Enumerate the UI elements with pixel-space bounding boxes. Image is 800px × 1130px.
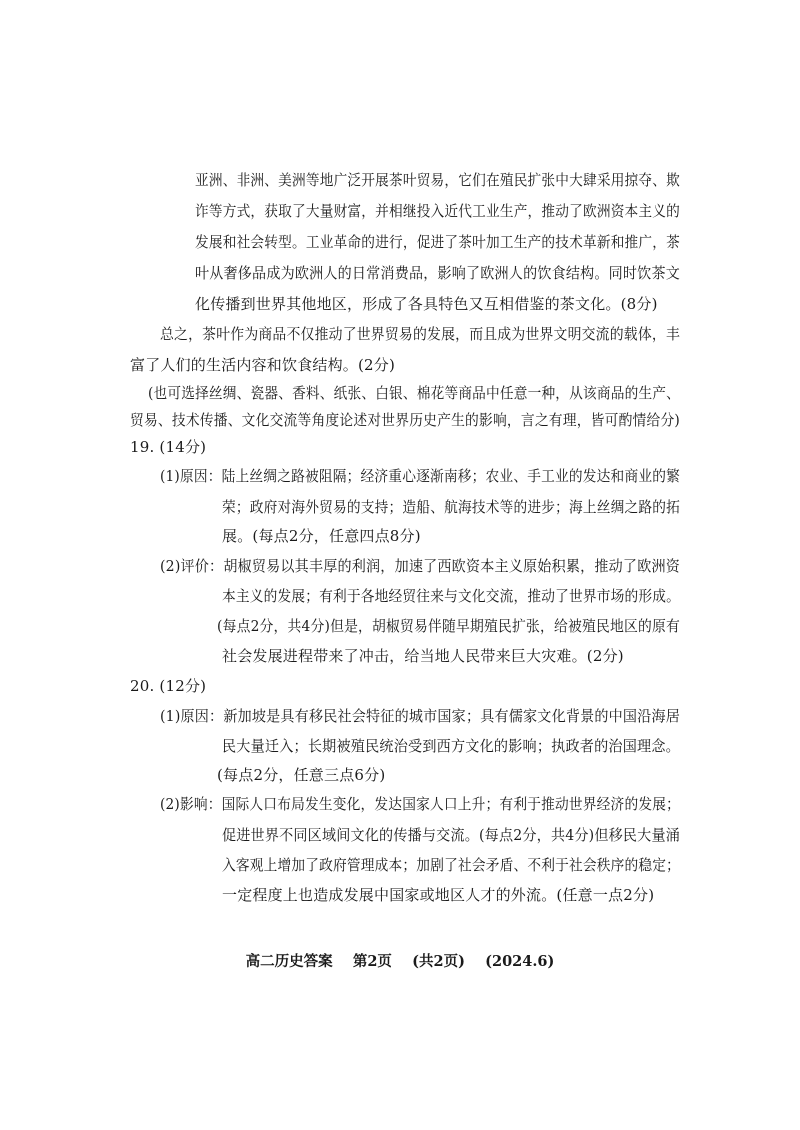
question-header: 19. (14分): [130, 438, 207, 456]
text-line: 民大量迁入；长期被殖民统治受到西方文化的影响；执政者的治国理念。: [222, 737, 681, 755]
text-line: 入客观上增加了政府管理成本；加剧了社会矛盾、不利于社会秩序的稳定；: [222, 856, 681, 874]
text-line: (每点2分，共4分)但是，胡椒贸易伴随早期殖民扩张，给被殖民地区的原有: [217, 617, 680, 635]
text-line: 发展和社会转型。工业革命的进行，促进了茶叶加工生产的技术革新和推广，茶: [195, 233, 680, 251]
text-line: 富了人们的生活内容和饮食结构。(2分): [130, 356, 396, 374]
text-line: (2)评价：胡椒贸易以其丰厚的利润，加速了西欧资本主义原始积累，推动了欧洲资: [160, 557, 681, 575]
page-footer: 高二历史答案 第2页 (共2页) (2024.6): [245, 953, 555, 970]
text-line: 亚洲、非洲、美洲等地广泛开展茶叶贸易，它们在殖民扩张中大肆采用掠夺、欺: [195, 171, 680, 189]
text-line: 叶从奢侈品成为欧洲人的日常消费品，影响了欧洲人的饮食结构。同时饮茶文: [195, 264, 680, 282]
text-line: (2)影响：国际人口布局发生变化，发达国家人口上升；有利于推动世界经济的发展；: [160, 795, 681, 813]
question-header: 20. (12分): [130, 677, 207, 695]
text-line: 荣；政府对海外贸易的支持；造船、航海技术等的进步；海上丝绸之路的拓: [222, 498, 681, 516]
text-line: 社会发展进程带来了冲击，给当地人民带来巨大灾难。(2分): [222, 647, 624, 665]
text-line: 贸易、技术传播、文化交流等角度论述对世界历史产生的影响，言之有理，皆可酌情给分): [130, 411, 680, 429]
text-line: 展。(每点2分，任意四点8分): [222, 527, 421, 545]
text-line: 总之，茶叶作为商品不仅推动了世界贸易的发展，而且成为世界文明交流的载体，丰: [160, 325, 681, 343]
text-line: (1)原因：陆上丝绸之路被阻隔；经济重心逐渐南移；农业、手工业的发达和商业的繁: [160, 467, 681, 485]
text-line: (也可选择丝绸、瓷器、香料、纸张、白银、棉花等商品中任意一种，从该商品的生产、: [148, 384, 681, 402]
text-line: 化传播到世界其他地区，形成了各具特色又互相借鉴的茶文化。(8分): [195, 295, 658, 313]
text-line: 一定程度上也造成发展中国家或地区人才的外流。(任意一点2分): [222, 886, 655, 904]
text-line: (每点2分，任意三点6分): [217, 766, 386, 784]
text-line: 本主义的发展；有利于各地经贸往来与文化交流，推动了世界市场的形成。: [222, 587, 681, 605]
text-line: 促进世界不同区域间文化的传播与交流。(每点2分，共4分)但移民大量涌: [222, 826, 681, 844]
text-line: (1)原因：新加坡是具有移民社会特征的城市国家；具有儒家文化背景的中国沿海居: [160, 707, 681, 725]
text-line: 诈等方式，获取了大量财富，并相继投入近代工业生产，推动了欧洲资本主义的: [195, 202, 680, 220]
